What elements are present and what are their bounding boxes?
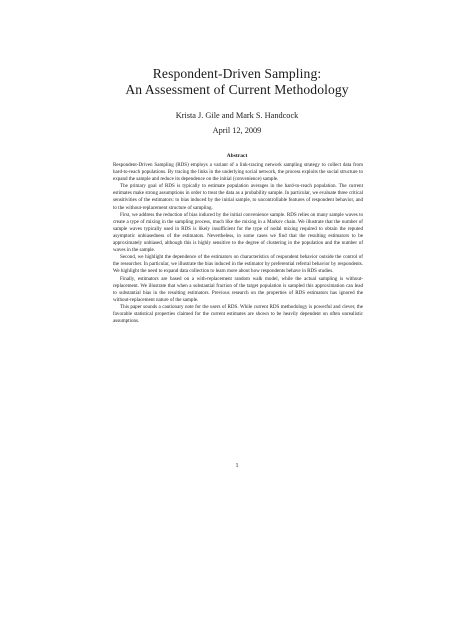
abstract-paragraph: This paper sounds a cautionary note for the users of RDS. While current RDS methodology is powerful and clever, the favorable statistical properties claimed for the current estimates are shown to be heavily dependent on often unrealistic assumptions. <box>113 303 363 325</box>
abstract-paragraph: Respondent-Driven Sampling (RDS) employs a variant of a link-tracing network sampling strategy to collect data from hard-to-reach populations. By tracing the links in the underlying social network, the process exploits the social structure to expand the sample and reduce its dependence on the initial (convenience) sample. <box>113 162 363 183</box>
paper-title <box>0 66 474 98</box>
abstract-paragraph: First, we address the reduction of bias induced by the initial convenience sample. RDS relies on many sample waves to create a type of mixing in the sampling process, much like the mixing in a Markov chain. We illustrate that the number of sample waves typically used in RDS is likely insufficient for the type of nodal mixing required to obtain the reputed asymptotic unbiasedness of the estimators. Nevertheless, in some cases we find that the resulting estimators to be approximately unbiased, although this is highly sensitive to the degree of clustering in the population and the number of waves in the sample. <box>113 211 363 254</box>
publication-date: April 12, 2009 <box>212 126 262 135</box>
abstract-paragraph: Finally, estimators are based on a with-replacement random walk model, while the actual sampling is without-replacement. We illustrate that when a substantial fraction of the target population is sampled this approximation can lead to substantial bias in the resulting estimators. Previous research on the properties of RDS estimators has ignored the without-replacement nature of the sample. <box>113 275 363 303</box>
authors: Krista J. Gile and Mark S. Handcock <box>175 111 299 120</box>
abstract-paragraph: Second, we highlight the dependence of the estimators on characteristics of respondent behavior outside the control of the researcher. In particular, we illustrate the bias induced in the estimator by preferential referral behavior by respondents. We highlight the need to expand data collection to learn more about how respondents behave in RDS studies. <box>113 254 363 275</box>
page-number: 1 <box>235 463 239 469</box>
abstract-paragraph: The primary goal of RDS is typically to estimate population averages in the hard-to-reach population. The current estimates make strong assumptions in order to treat the data as a probability sample. In particular, we evaluate three critical sensitivities of the estimators: to bias induced by the initial sample, to uncontrollable features of respondent behavior, and to the without-replacement structure of sampling. <box>113 183 363 211</box>
title-line-1: Respondent-Driven Sampling: <box>152 66 322 81</box>
title-line-2: An Assessment of Current Methodology <box>125 82 349 97</box>
abstract-heading: Abstract <box>226 153 248 159</box>
abstract-body <box>113 162 363 325</box>
